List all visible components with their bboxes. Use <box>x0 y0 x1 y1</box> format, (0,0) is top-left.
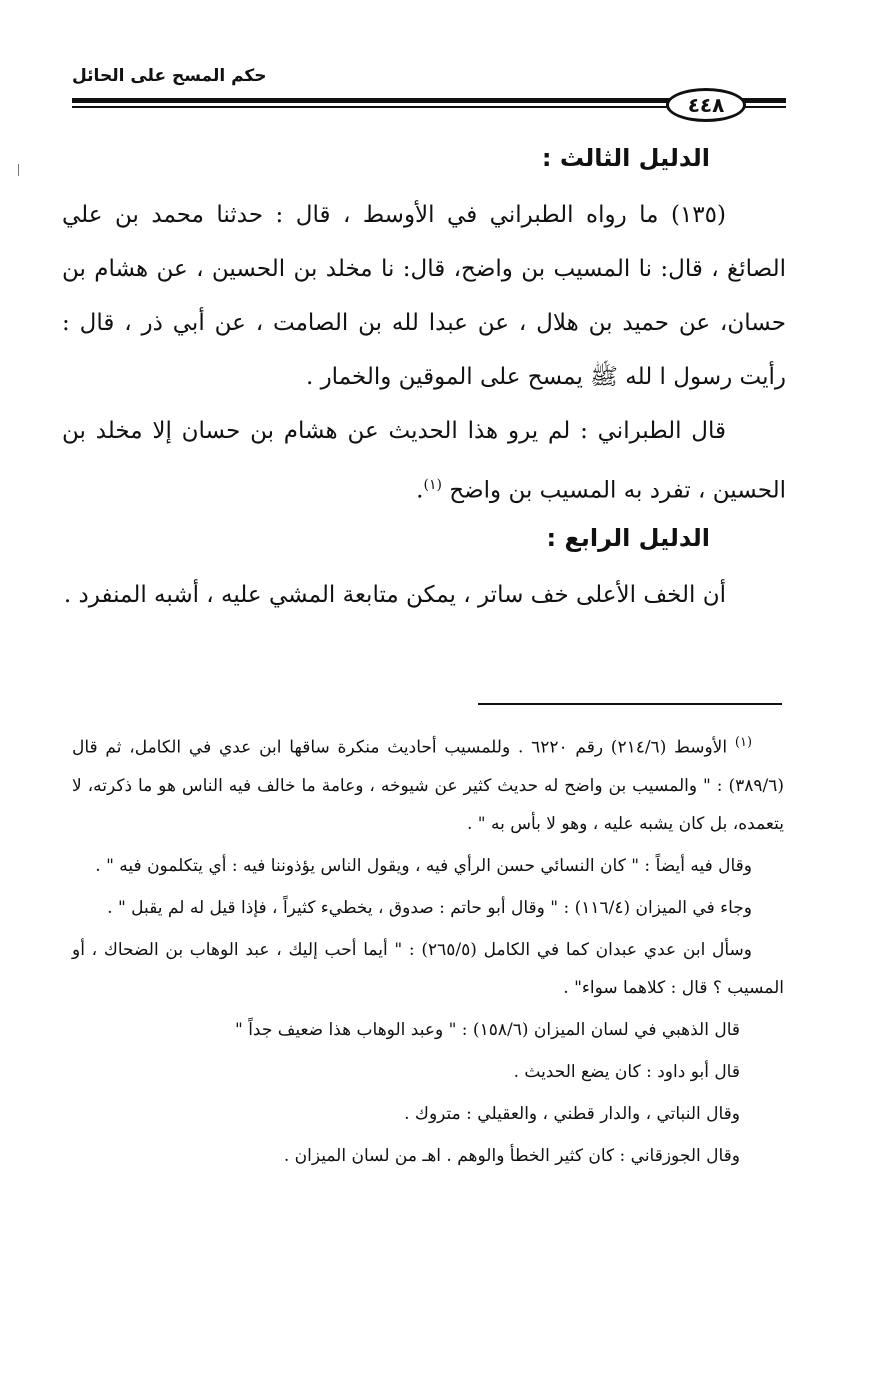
hadith-paragraph: (١٣٥) ما رواه الطبراني في الأوسط ، قال : حدثنا محمد بن علي الصائغ ، قال: نا المسيب بن واضح، قال: نا مخلد بن الحسين ، عن هشام بن حسان، عن حميد بن هلال ، عن عبدا لله بن الصامت ، عن أبي ذر ، قال : رأيت رسول ا لله ﷺ يمسح على الموقين والخمار . <box>62 202 786 390</box>
margin-mark <box>18 164 19 176</box>
footnote-marker: (١) <box>734 735 753 750</box>
footnote-note-5: قال الذهبي في لسان الميزان (١٥٨/٦) : " وعبد الوهاب هذا ضعيف جداً " <box>234 1019 740 1040</box>
footnote-note-3: وجاء في الميزان (١١٦/٤) : " وقال أبو حاتم : صدوق ، يخطيء كثيراً ، فإذا قيل له لم يقبل " . <box>107 897 752 918</box>
fourth-evidence-paragraph: أن الخف الأعلى خف ساتر ، يمكن متابعة المشي عليه ، أشبه المنفرد . <box>63 582 726 608</box>
main-text-block-1 <box>62 188 786 518</box>
tabarani-remark-end: . <box>416 477 424 504</box>
main-text-block-2 <box>62 568 786 622</box>
tabarani-remark-text: قال الطبراني : لم يرو هذا الحديث عن هشام بن حسان إلا مخلد بن الحسين ، تفرد به المسيب بن واضح <box>62 418 786 504</box>
footnote-1-text: الأوسط (٢١٤/٦) رقم ٦٢٢٠ . وللمسيب أحاديث منكرة ساقها ابن عدي في الكامل، ثم قال (٣٨٩/٦) : " والمسيب بن واضح له حديث كثير عن شيوخه ، وعامة ما خالف فيه الناس هو ما ذكرته، لا يتعمده، بل كان يشبه عليه ، وهو لا بأس به " . <box>72 737 785 834</box>
footnote-reference: (١) <box>423 477 442 493</box>
footnote-note-6: قال أبو داود : كان يضع الحديث . <box>513 1061 740 1082</box>
footnotes <box>72 724 784 1179</box>
footnote-note-7: وقال النباتي ، والدار قطني ، والعقيلي : متروك . <box>404 1103 740 1124</box>
footnote-1 <box>72 724 784 843</box>
heading-fourth-evidence: الدليل الرابع : <box>546 524 710 552</box>
heading-third-evidence: الدليل الثالث : <box>541 144 710 172</box>
footnote-note-8: وقال الجوزقاني : كان كثير الخطأ والوهم . اهـ من لسان الميزان . <box>283 1145 740 1166</box>
running-title: حكم المسح على الحائل <box>72 66 267 86</box>
page-number: ٤٤٨ <box>666 88 746 122</box>
footnote-note-4: وسأل ابن عدي عبدان كما في الكامل (٢٦٥/٥) : " أيما أحب إليك ، عبد الوهاب بن الضحاك ، أو المسيب ؟ قال : كلاهما سواء" . <box>72 939 784 998</box>
tabarani-remark <box>62 404 786 518</box>
footnote-note-2: وقال فيه أيضاً : " كان النسائي حسن الرأي فيه ، ويقول الناس يؤذوننا فيه : أي يتكلمون فيه " . <box>95 855 752 876</box>
footnote-separator <box>478 703 782 705</box>
